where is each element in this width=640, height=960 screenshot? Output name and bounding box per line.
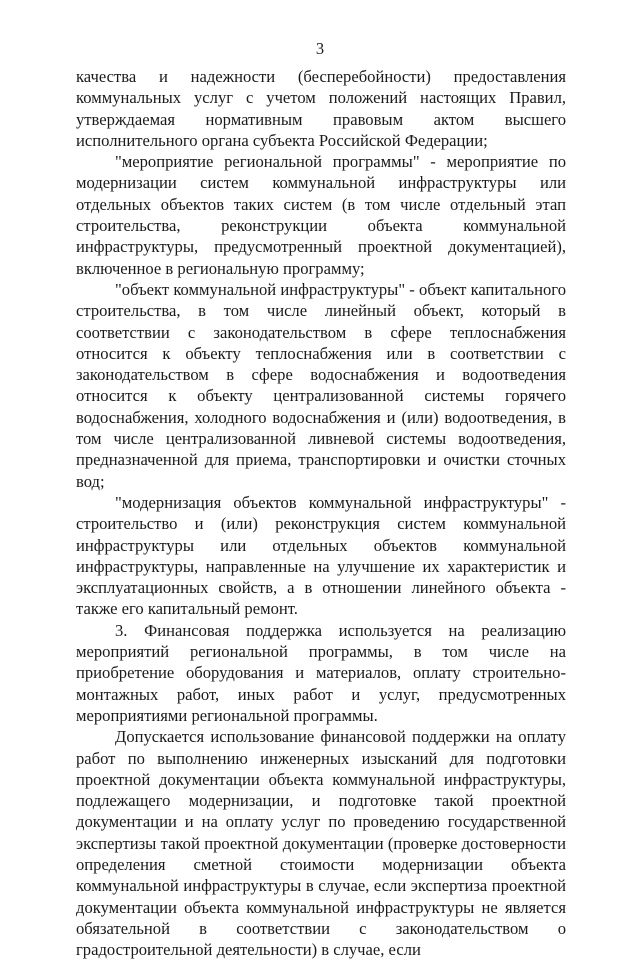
paragraph-1: качества и надежности (бесперебойности) предоставления коммунальных услуг с учетом положений настоящих Правил, утверждаемая нормативным правовым актом высшего исполнительного органа субъекта Российской Федерации; xyxy=(76,67,566,150)
paragraph-6: Допускается использование финансовой поддержки на оплату работ по выполнению инженерных изысканий для подготовки проектной документации объекта коммунальной инфраструктуры, подлежащего модернизации, и подготовке такой проектной документации и на оплату услуг по проведению государственной экспертизы такой проектной документации (проверке достоверности определения сметной стоимости модернизации объекта коммунальной инфраструктуры в случае, если экспертиза проектной документации объекта коммунальной инфраструктуры не является обязательной в соответствии с законодательством о градостроительной деятельности) в случае, если xyxy=(76,727,566,960)
paragraph-2: "мероприятие региональной программы" - мероприятие по модернизации систем коммунальной инфраструктуры или отдельных объектов таких систем (в том числе отдельный этап строительства, реконструкции объекта коммунальной инфраструктуры, предусмотренный проектной документацией), включенное в региональную программу; xyxy=(76,152,566,278)
document-body xyxy=(76,66,566,960)
paragraph-5: 3. Финансовая поддержка используется на реализацию мероприятий региональной программы, в том числе на приобретение оборудования и материалов, оплату строительно-монтажных работ, иных работ и услуг, предусмотренных мероприятиями региональной программы. xyxy=(76,620,566,725)
paragraph-3: "объект коммунальной инфраструктуры" - объект капитального строительства, в том числе линейный объект, который в соответствии с законодательством в сфере теплоснабжения относится к объекту теплоснабжения или в соответствии с законодательством в сфере водоснабжения и водоотведения относится к объекту централизованной системы горячего водоснабжения, холодного водоснабжения и (или) водоотведения, в том числе централизованной ливневой системы водоотведения, предназначенной для приема, транспортировки и очистки сточных вод; xyxy=(76,279,566,491)
page-number: 3 xyxy=(315,39,325,58)
paragraph-4: "модернизация объектов коммунальной инфраструктуры" - строительство и (или) реконструкция систем коммунальной инфраструктуры или отдельных объектов коммунальной инфраструктуры, направленные на улучшение их характеристик и эксплуатационных свойств, а в отношении линейного объекта - также его капитальный ремонт. xyxy=(76,492,566,619)
